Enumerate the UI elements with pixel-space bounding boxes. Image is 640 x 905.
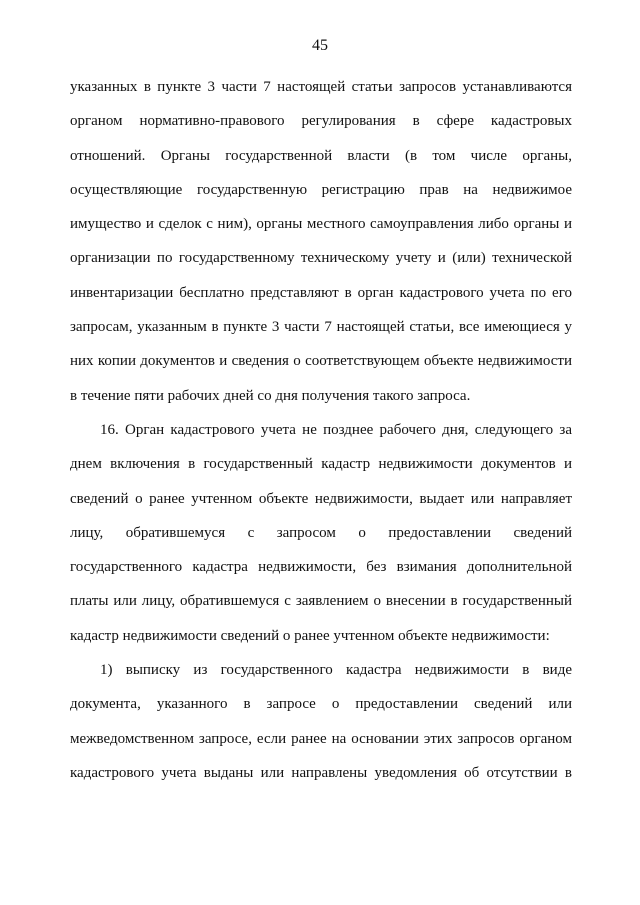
- text-line: органом нормативно-правового регулирования в сфере кадастровых: [70, 113, 572, 130]
- text-line: кадастр недвижимости сведений о ранее учтенном объекте недвижимости:: [70, 627, 550, 644]
- text-line: запросам, указанным в пункте 3 части 7 настоящей статьи, все имеющиеся у: [70, 319, 572, 336]
- text-line: платы или лицу, обратившемуся с заявлением о внесении в государственный: [70, 593, 572, 610]
- text-line: днем включения в государственный кадастр недвижимости документов и: [70, 456, 572, 473]
- text-line: государственного кадастра недвижимости, без взимания дополнительной: [70, 559, 572, 576]
- text-line: документа, указанного в запросе о предоставлении сведений или: [70, 696, 572, 713]
- paragraph-16-start: 16. Орган кадастрового учета не позднее рабочего дня, следующего за: [100, 421, 572, 438]
- text-line: кадастрового учета выданы или направлены уведомления об отсутствии в: [70, 764, 572, 781]
- text-line: сведений о ранее учтенном объекте недвижимости, выдает или направляет: [70, 490, 572, 507]
- page-number: 45: [312, 37, 328, 54]
- text-line: указанных в пункте 3 части 7 настоящей статьи запросов устанавливаются: [70, 79, 572, 95]
- text-line: инвентаризации бесплатно представляют в орган кадастрового учета по его: [70, 284, 572, 301]
- text-line: отношений. Органы государственной власти (в том числе органы,: [70, 147, 572, 164]
- text-line: организации по государственному техническому учету и (или) технической: [70, 250, 572, 267]
- document-body: [70, 70, 572, 790]
- text-line: имущество и сделок с ним), органы местного самоуправления либо органы и: [70, 216, 572, 233]
- text-line: осуществляющие государственную регистрацию прав на недвижимое: [70, 181, 572, 198]
- text-line: лицу, обратившемуся с запросом о предоставлении сведений: [70, 524, 572, 541]
- text-line: них копии документов и сведения о соответствующем объекте недвижимости: [70, 353, 572, 370]
- text-line: межведомственном запросе, если ранее на основании этих запросов органом: [70, 730, 572, 747]
- text-line: в течение пяти рабочих дней со дня получения такого запроса.: [70, 387, 471, 404]
- list-item-1-start: 1) выписку из государственного кадастра недвижимости в виде: [100, 662, 572, 679]
